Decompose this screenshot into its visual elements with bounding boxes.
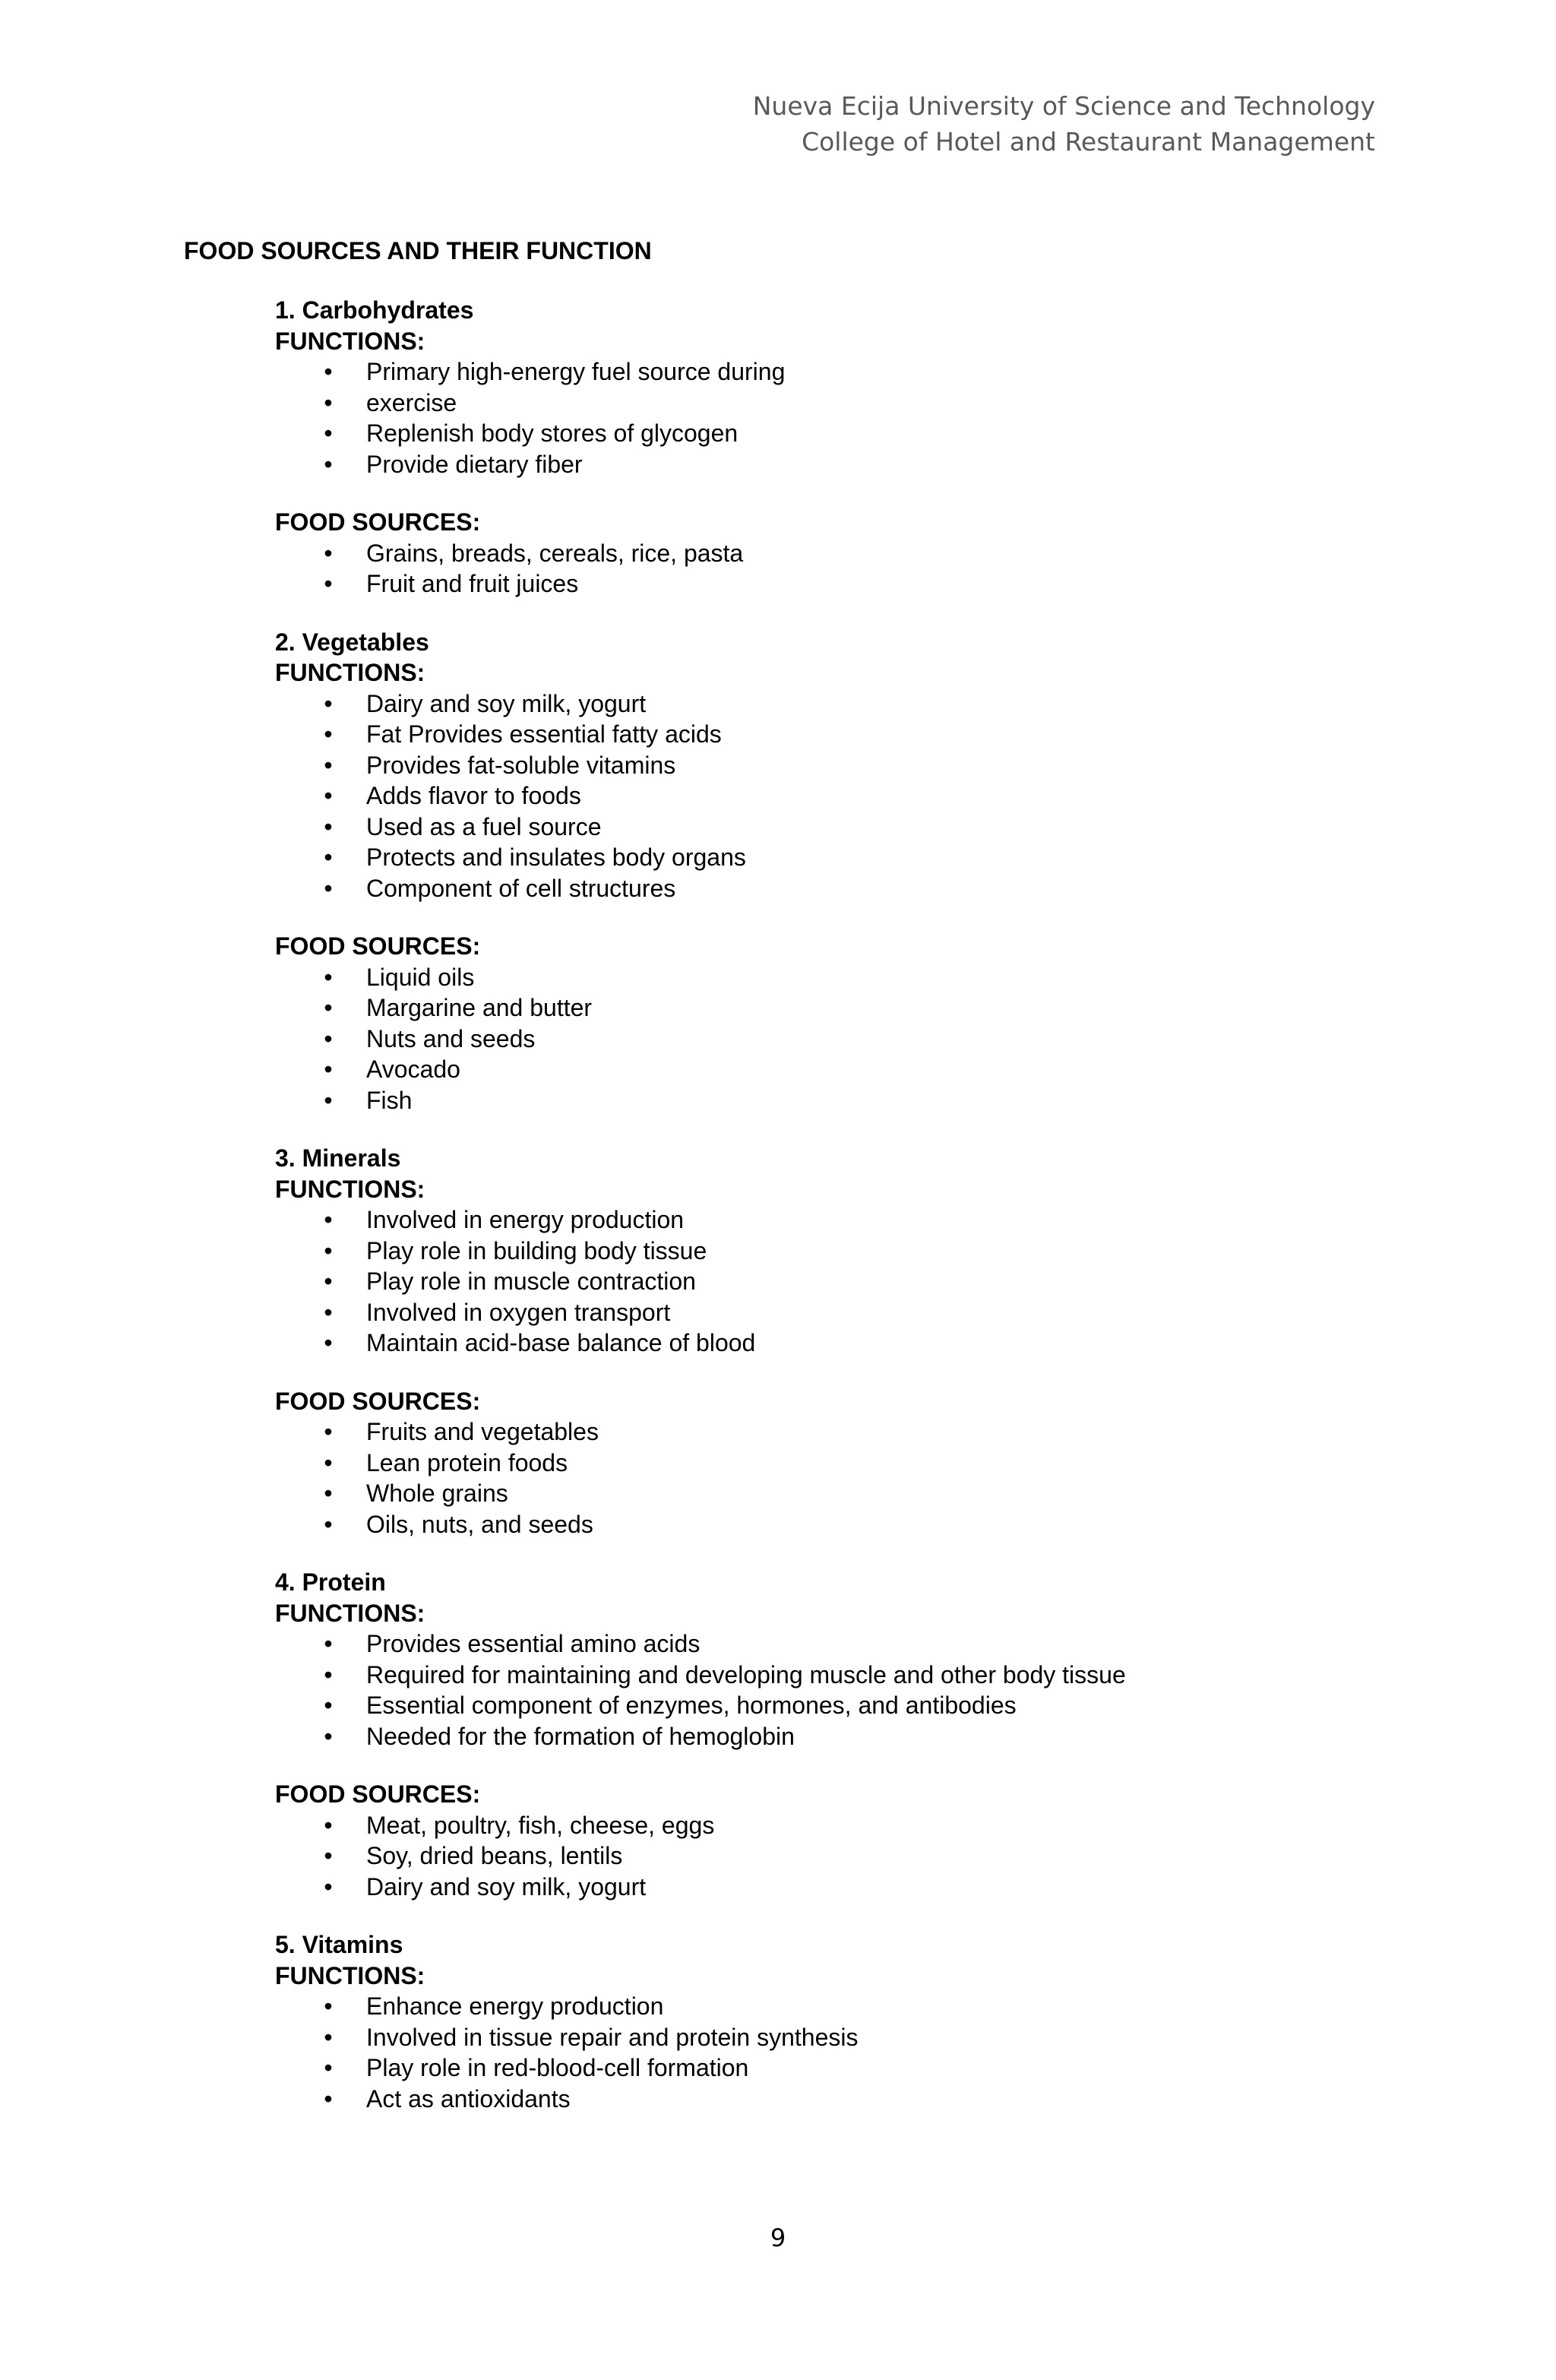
list-item-text: Protects and insulates body organs bbox=[366, 843, 746, 871]
bullet-icon: • bbox=[324, 1024, 333, 1052]
sections-container bbox=[275, 295, 1415, 2114]
list-item bbox=[275, 1872, 1415, 1903]
list-item-text: Enhance energy production bbox=[366, 1992, 664, 2020]
list-item bbox=[275, 2022, 1415, 2053]
food-sources-list bbox=[275, 1416, 1415, 1540]
functions-label: FUNCTIONS: bbox=[275, 1599, 425, 1627]
list-item bbox=[275, 1328, 1415, 1359]
list-item-text: Liquid oils bbox=[366, 963, 475, 991]
list-item bbox=[275, 842, 1415, 873]
list-item-text: Whole grains bbox=[366, 1480, 508, 1507]
list-item-text: Nuts and seeds bbox=[366, 1024, 536, 1052]
list-item-text: Act as antioxidants bbox=[366, 2084, 571, 2113]
functions-label: FUNCTIONS: bbox=[275, 1961, 425, 1989]
bullet-icon: • bbox=[324, 1298, 333, 1326]
list-item-text: Meat, poultry, fish, cheese, eggs bbox=[366, 1811, 715, 1839]
section-gap bbox=[275, 600, 1415, 627]
bullet-icon: • bbox=[324, 419, 333, 447]
food-sources-list bbox=[275, 1810, 1415, 1903]
list-item bbox=[275, 1297, 1415, 1328]
food-sources-label: FOOD SOURCES: bbox=[275, 508, 481, 536]
list-item-text: Play role in muscle contraction bbox=[366, 1268, 696, 1295]
header-college: College of Hotel and Restaurant Management bbox=[802, 127, 1375, 157]
section-gap bbox=[275, 1540, 1415, 1567]
list-item-text: Margarine and butter bbox=[366, 994, 593, 1021]
page-header bbox=[753, 88, 1375, 160]
food-sources-list bbox=[275, 962, 1415, 1116]
bullet-icon: • bbox=[324, 2054, 333, 2081]
list-item bbox=[275, 356, 1415, 388]
list-item-text: Avocado bbox=[366, 1055, 460, 1083]
bullet-icon: • bbox=[324, 874, 333, 902]
list-item bbox=[275, 750, 1415, 781]
list-item bbox=[275, 2084, 1415, 2115]
nutrient-section bbox=[275, 1929, 1415, 2114]
list-item bbox=[275, 719, 1415, 750]
document-title: FOOD SOURCES AND THEIR FUNCTION bbox=[184, 237, 652, 264]
list-item bbox=[275, 688, 1415, 720]
list-item-text: Primary high-energy fuel source during bbox=[366, 358, 786, 385]
list-item bbox=[275, 1024, 1415, 1055]
bullet-icon: • bbox=[324, 1630, 333, 1657]
list-item bbox=[275, 1416, 1415, 1448]
bullet-icon: • bbox=[324, 2084, 333, 2113]
list-item-text: Maintain acid-base balance of blood bbox=[366, 1329, 756, 1356]
list-item bbox=[275, 780, 1415, 812]
list-item bbox=[275, 1204, 1415, 1236]
bullet-icon: • bbox=[324, 1510, 333, 1538]
bullet-icon: • bbox=[324, 1329, 333, 1356]
list-item bbox=[275, 568, 1415, 600]
list-item bbox=[275, 1628, 1415, 1660]
functions-label: FUNCTIONS: bbox=[275, 1175, 425, 1203]
list-item bbox=[275, 538, 1415, 569]
bullet-icon: • bbox=[324, 1086, 333, 1114]
bullet-icon: • bbox=[324, 1236, 333, 1264]
section-heading: 2. Vegetables bbox=[275, 628, 429, 656]
list-item bbox=[275, 812, 1415, 843]
bullet-icon: • bbox=[324, 843, 333, 871]
functions-list bbox=[275, 356, 1415, 479]
bullet-icon: • bbox=[324, 358, 333, 385]
section-heading: 5. Vitamins bbox=[275, 1931, 403, 1958]
section-heading: 1. Carbohydrates bbox=[275, 296, 474, 324]
list-item-text: Fat Provides essential fatty acids bbox=[366, 720, 722, 748]
functions-list bbox=[275, 1628, 1415, 1752]
functions-label: FUNCTIONS: bbox=[275, 659, 425, 686]
list-item-text: Fish bbox=[366, 1086, 413, 1114]
list-item-text: Involved in energy production bbox=[366, 1206, 685, 1233]
nutrient-section bbox=[275, 1143, 1415, 1540]
bullet-icon: • bbox=[324, 720, 333, 748]
bullet-icon: • bbox=[324, 1268, 333, 1295]
functions-list bbox=[275, 1991, 1415, 2114]
subsection-gap bbox=[275, 479, 1415, 507]
list-item bbox=[275, 1266, 1415, 1297]
bullet-icon: • bbox=[324, 388, 333, 416]
list-item bbox=[275, 1840, 1415, 1872]
bullet-icon: • bbox=[324, 1660, 333, 1688]
subsection-gap bbox=[275, 1359, 1415, 1386]
section-gap bbox=[275, 1902, 1415, 1929]
list-item bbox=[275, 1660, 1415, 1691]
list-item-text: exercise bbox=[366, 388, 457, 416]
food-sources-label: FOOD SOURCES: bbox=[275, 932, 481, 960]
list-item bbox=[275, 1509, 1415, 1540]
list-item-text: Play role in red-blood-cell formation bbox=[366, 2054, 749, 2081]
list-item-text: Required for maintaining and developing muscle and other body tissue bbox=[366, 1660, 1126, 1688]
list-item bbox=[275, 1236, 1415, 1267]
functions-list bbox=[275, 1204, 1415, 1359]
list-item bbox=[275, 1478, 1415, 1509]
list-item bbox=[275, 1991, 1415, 2022]
bullet-icon: • bbox=[324, 1722, 333, 1750]
bullet-icon: • bbox=[324, 450, 333, 478]
list-item-text: Oils, nuts, and seeds bbox=[366, 1510, 593, 1538]
list-item bbox=[275, 873, 1415, 904]
list-item-text: Needed for the formation of hemoglobin bbox=[366, 1722, 795, 1750]
nutrient-section bbox=[275, 1567, 1415, 1902]
list-item-text: Dairy and soy milk, yogurt bbox=[366, 1872, 647, 1901]
bullet-icon: • bbox=[324, 1872, 333, 1901]
list-item bbox=[275, 449, 1415, 480]
bullet-icon: • bbox=[324, 1692, 333, 1719]
list-item-text: Replenish body stores of glycogen bbox=[366, 419, 738, 447]
list-item bbox=[275, 418, 1415, 449]
section-gap bbox=[275, 1116, 1415, 1143]
list-item-text: Play role in building body tissue bbox=[366, 1236, 707, 1264]
list-item-text: Component of cell structures bbox=[366, 874, 676, 902]
bullet-icon: • bbox=[324, 1842, 333, 1869]
bullet-icon: • bbox=[324, 963, 333, 991]
functions-label: FUNCTIONS: bbox=[275, 327, 425, 355]
bullet-icon: • bbox=[324, 2023, 333, 2051]
bullet-icon: • bbox=[324, 1480, 333, 1507]
list-item bbox=[275, 2052, 1415, 2084]
bullet-icon: • bbox=[324, 570, 333, 597]
bullet-icon: • bbox=[324, 812, 333, 840]
bullet-icon: • bbox=[324, 539, 333, 567]
bullet-icon: • bbox=[324, 782, 333, 809]
list-item bbox=[275, 992, 1415, 1024]
bullet-icon: • bbox=[324, 1811, 333, 1839]
list-item-text: Involved in oxygen transport bbox=[366, 1298, 671, 1326]
subsection-gap bbox=[275, 1752, 1415, 1779]
list-item bbox=[275, 1690, 1415, 1721]
nutrient-section bbox=[275, 295, 1415, 600]
bullet-icon: • bbox=[324, 1055, 333, 1083]
subsection-gap bbox=[275, 904, 1415, 931]
list-item-text: Adds flavor to foods bbox=[366, 782, 581, 809]
section-heading: 3. Minerals bbox=[275, 1144, 401, 1172]
nutrient-section bbox=[275, 627, 1415, 1116]
header-university: Nueva Ecija University of Science and Technology bbox=[752, 91, 1375, 121]
list-item-text: Fruit and fruit juices bbox=[366, 570, 579, 597]
bullet-icon: • bbox=[324, 689, 333, 717]
list-item bbox=[275, 962, 1415, 993]
bullet-icon: • bbox=[324, 751, 333, 779]
list-item-text: Provide dietary fiber bbox=[366, 450, 583, 478]
functions-list bbox=[275, 688, 1415, 904]
section-heading: 4. Protein bbox=[275, 1568, 386, 1596]
food-sources-list bbox=[275, 538, 1415, 600]
list-item bbox=[275, 1085, 1415, 1116]
list-item bbox=[275, 1448, 1415, 1479]
list-item-text: Lean protein foods bbox=[366, 1448, 568, 1476]
bullet-icon: • bbox=[324, 994, 333, 1021]
list-item-text: Dairy and soy milk, yogurt bbox=[366, 689, 647, 717]
page-number: 9 bbox=[770, 2223, 786, 2252]
list-item-text: Used as a fuel source bbox=[366, 812, 602, 840]
list-item-text: Provides fat-soluble vitamins bbox=[366, 751, 676, 779]
bullet-icon: • bbox=[324, 1992, 333, 2020]
bullet-icon: • bbox=[324, 1418, 333, 1445]
bullet-icon: • bbox=[324, 1206, 333, 1233]
list-item-text: Provides essential amino acids bbox=[366, 1630, 701, 1657]
list-item-text: Involved in tissue repair and protein synthesis bbox=[366, 2023, 859, 2051]
bullet-icon: • bbox=[324, 1448, 333, 1476]
list-item bbox=[275, 388, 1415, 419]
list-item bbox=[275, 1054, 1415, 1085]
list-item bbox=[275, 1810, 1415, 1841]
food-sources-label: FOOD SOURCES: bbox=[275, 1780, 481, 1808]
list-item bbox=[275, 1721, 1415, 1752]
list-item-text: Grains, breads, cereals, rice, pasta bbox=[366, 539, 744, 567]
food-sources-label: FOOD SOURCES: bbox=[275, 1387, 481, 1415]
list-item-text: Soy, dried beans, lentils bbox=[366, 1842, 623, 1869]
list-item-text: Fruits and vegetables bbox=[366, 1418, 599, 1445]
list-item-text: Essential component of enzymes, hormones, and antibodies bbox=[366, 1692, 1017, 1719]
